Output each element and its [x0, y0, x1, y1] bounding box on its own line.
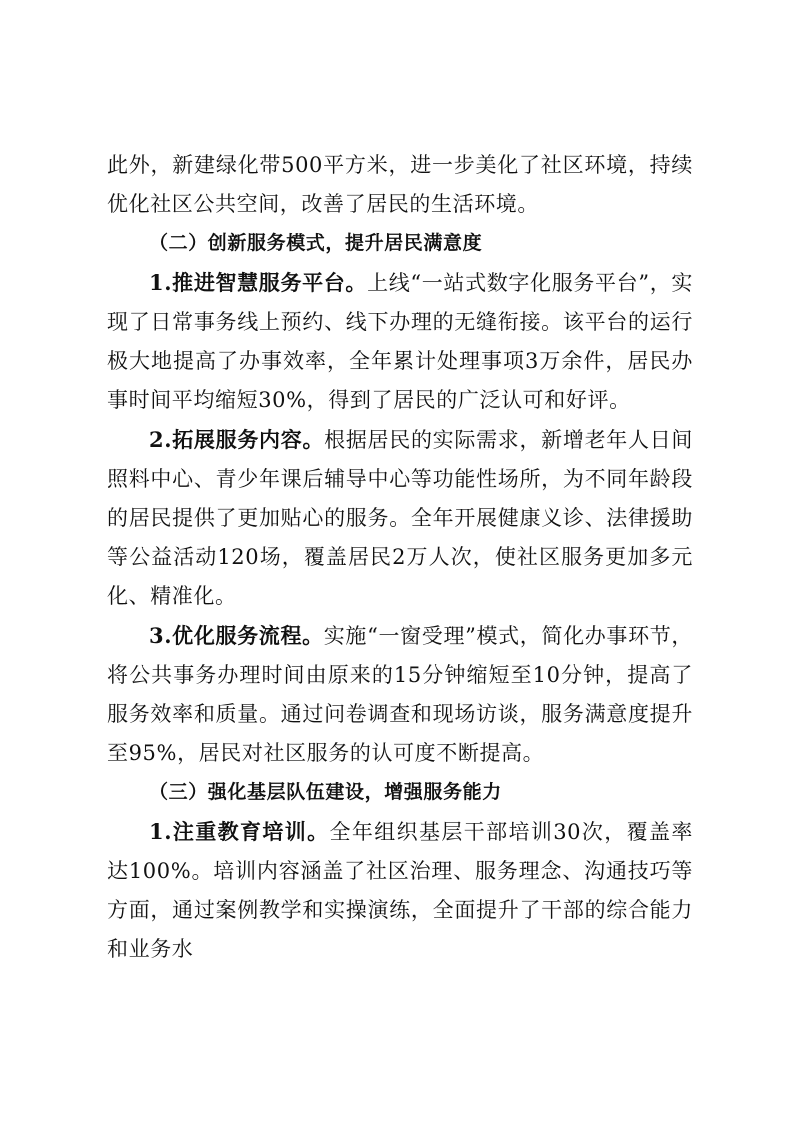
- paragraph-smart-platform: [107, 263, 693, 420]
- paragraph-greening: [107, 146, 693, 224]
- item-text: 根据居民的实际需求，新增老年人日间照料中心、青少年课后辅导中心等功能性场所，为不同年龄段的居民提供了更加贴心的服务。全年开展健康义诊、法律援助等公益活动120场，覆盖居民2万人次，使社区服务更加多元化、精准化。: [107, 428, 694, 608]
- document-body: [107, 146, 693, 969]
- item-lead: 1.推进智慧服务平台。: [149, 270, 368, 295]
- item-lead: 3.优化服务流程。: [149, 623, 324, 648]
- paragraph-optimize-process: [107, 616, 693, 773]
- item-text: 上线“一站式数字化服务平台”，实现了日常事务线上预约、线下办理的无缝衔接。该平台的运行极大地提高了办事效率，全年累计处理事项3万余件，居民办事时间平均缩短30%，得到了居民的广泛认可和好评。: [107, 271, 693, 412]
- section-heading-service-mode: [107, 224, 693, 263]
- section-heading-team-building: [107, 773, 693, 812]
- item-lead: 1.注重教育培训。: [149, 819, 330, 844]
- heading-text: （三）强化基层队伍建设，增强服务能力: [149, 781, 502, 803]
- paragraph-text: 此外，新建绿化带500平方米，进一步美化了社区环境，持续优化社区公共空间，改善了居民的生活环境。: [107, 153, 693, 216]
- item-text: 实施“一窗受理”模式，简化办事环节，将公共事务办理时间由原来的15分钟缩短至10分钟，提高了服务效率和质量。通过问卷调查和现场访谈，服务满意度提升至95%，居民对社区服务的认可度不断提高。: [107, 624, 693, 765]
- paragraph-training: [107, 812, 693, 969]
- item-text: 全年组织基层干部培训30次，覆盖率达100%。培训内容涵盖了社区治理、服务理念、沟通技巧等方面，通过案例教学和实操演练，全面提升了干部的综合能力和业务水: [107, 820, 693, 961]
- heading-text: （二）创新服务模式，提升居民满意度: [149, 232, 483, 254]
- item-lead: 2.拓展服务内容。: [149, 427, 325, 452]
- paragraph-expand-services: [107, 420, 693, 616]
